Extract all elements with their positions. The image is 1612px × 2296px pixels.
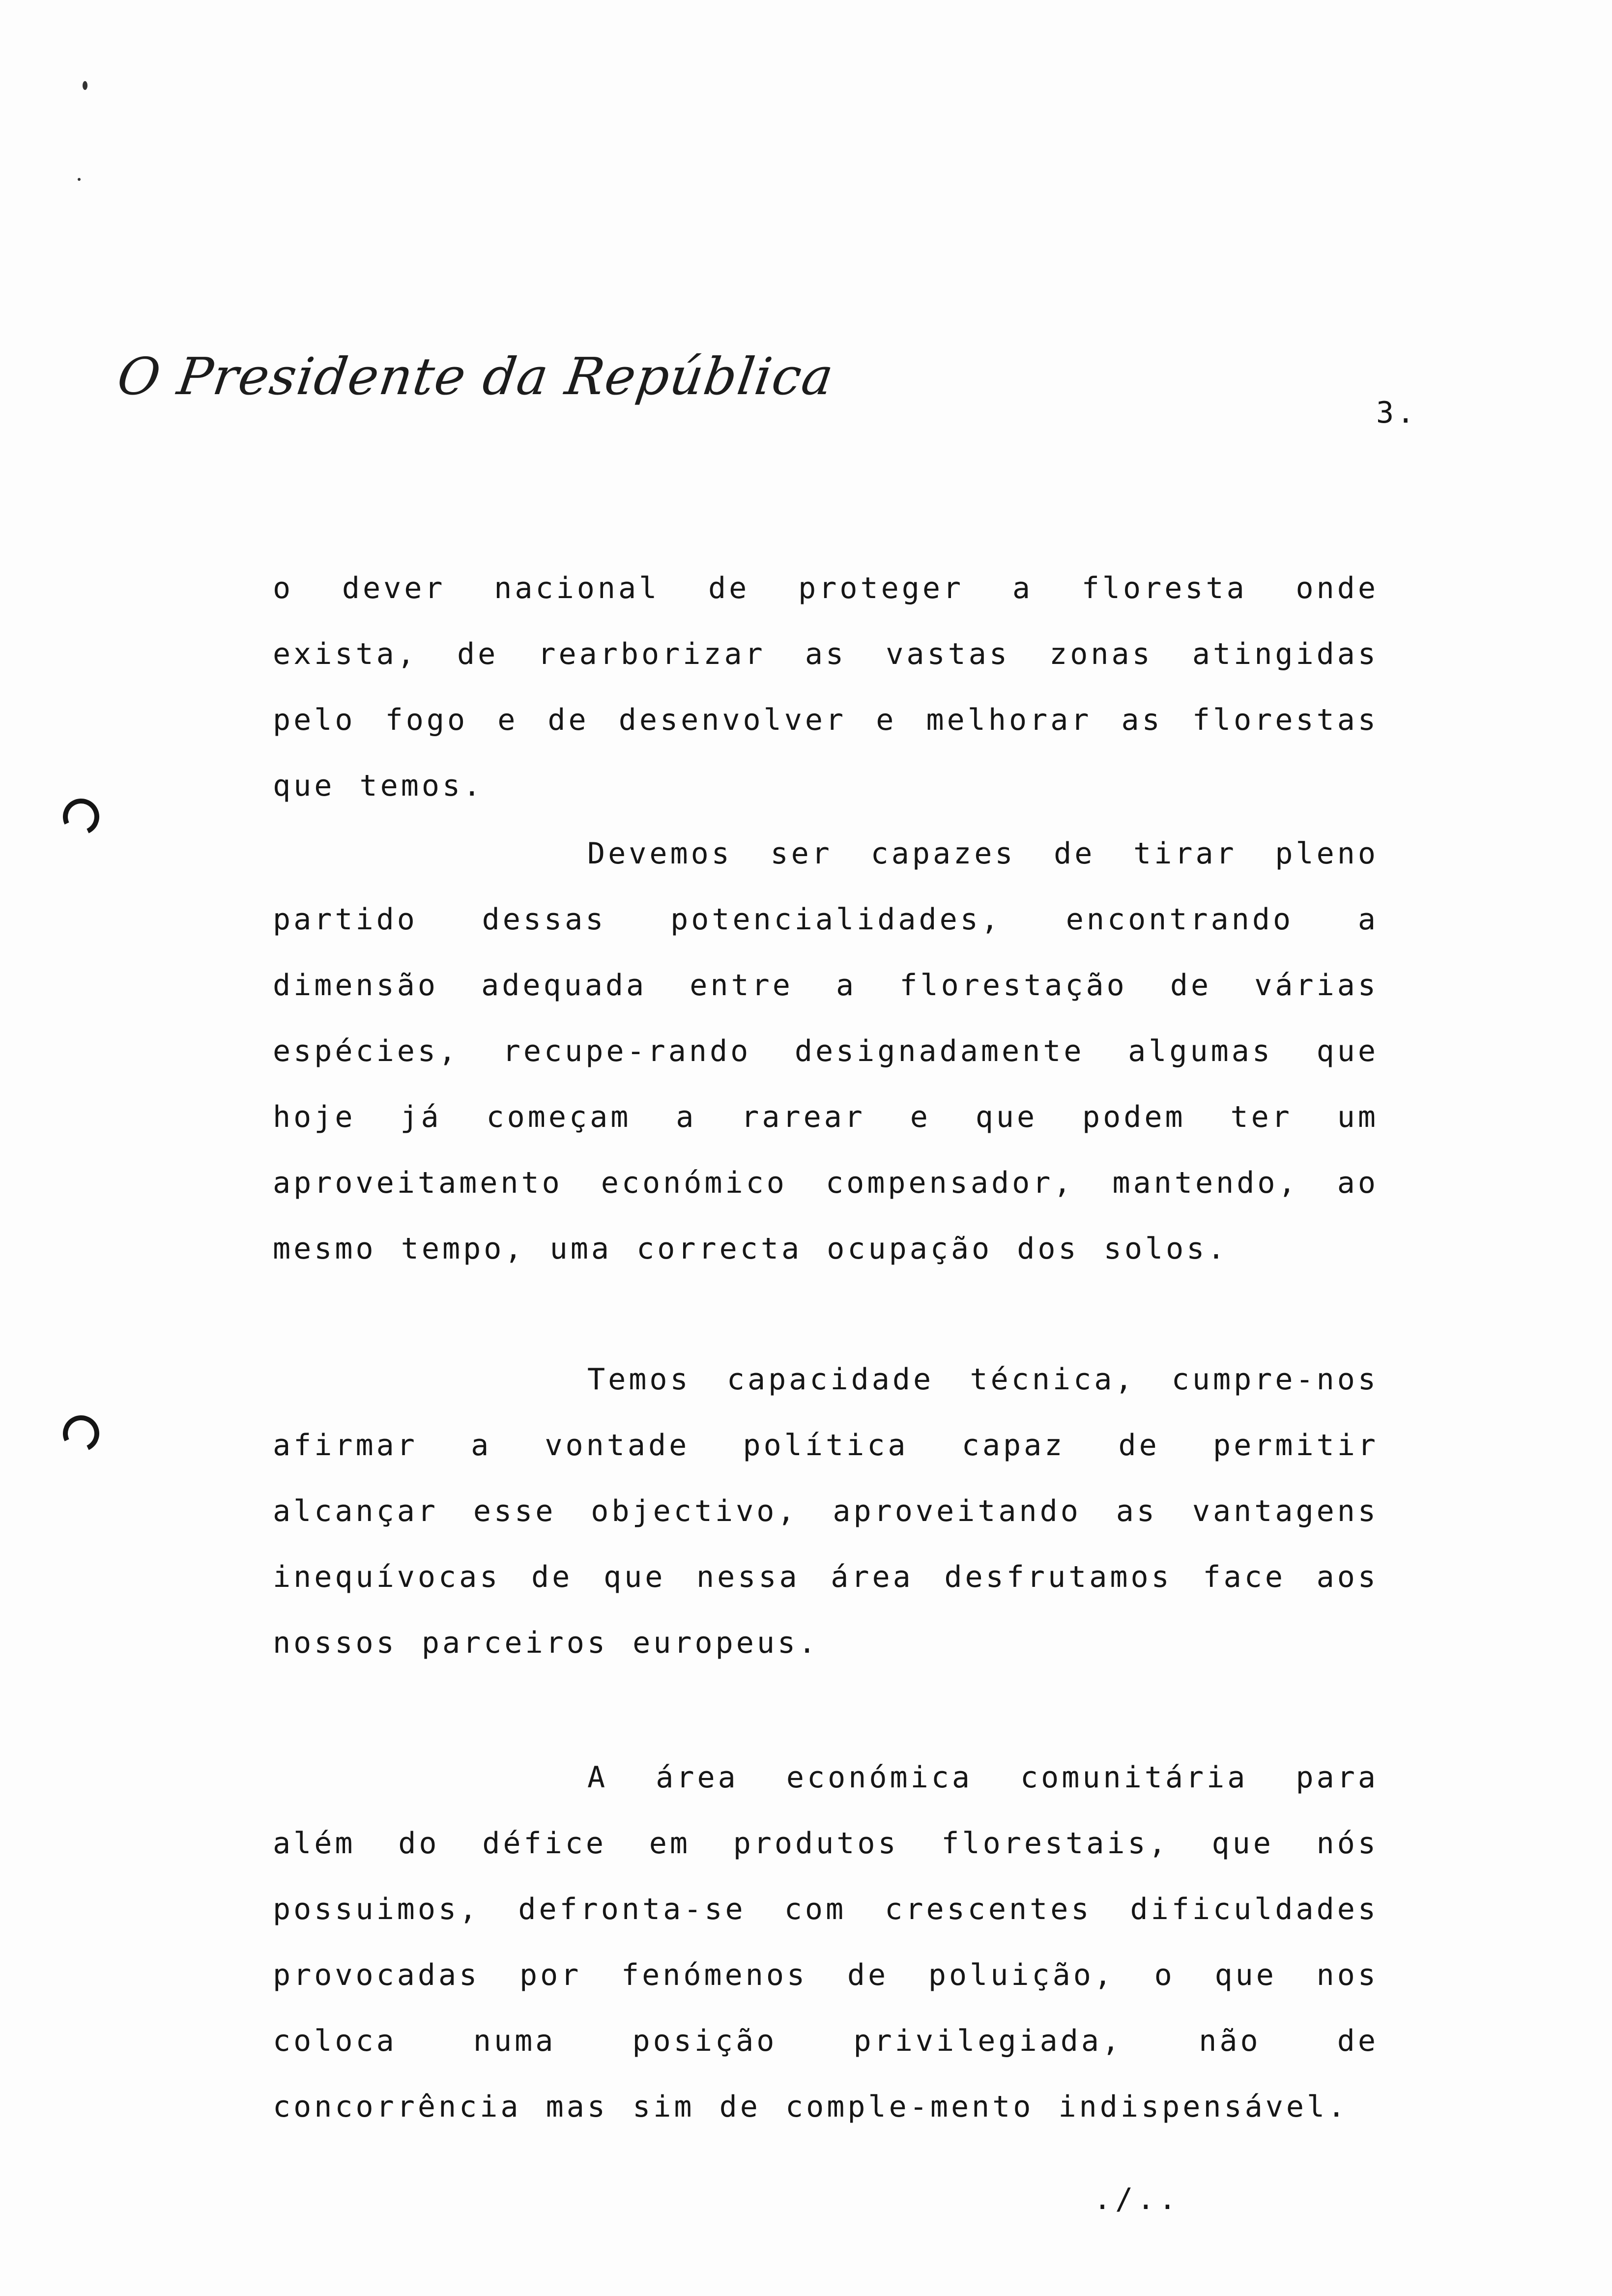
punch-hole-mark [58,794,105,840]
ink-speck [83,81,87,90]
continuation-mark: ./.. [1094,2182,1180,2216]
paragraph-2: Devemos ser capazes de tirar pleno partido dessas potencialidades, encontrando a dimensão adequada entre a florestação de várias espécies, recupe-rando designadamente algumas que hoje já começam a rarear e que podem ter um aproveitamento económico compensador, mantendo, ao mesmo tempo, uma correcta ocupação dos solos. [273,836,1379,1266]
paragraph-4: A área económica comunitária para além do défice em produtos florestais, que nós possuimos, defronta-se com crescentes dificuldades provocadas por fenómenos de poluição, o que nos coloca numa posição privilegiada, não de concorrência mas sim de comple-mento indispensável. [273,1760,1379,2124]
punch-hole-mark [58,1410,105,1457]
ink-speck [78,178,81,181]
letterhead: O Presidente da República [114,346,838,406]
paragraph-1: o dever nacional de proteger a floresta onde exista, de rearborizar as vastas zonas atingidas pelo fogo e de desenvolver e melhorar as florestas que temos. [273,571,1379,803]
paragraph-3: Temos capacidade técnica, cumpre-nos afirmar a vontade política capaz de permitir alcançar esse objectivo, aproveitando as vantagens inequívocas de que nessa área desfrutamos face aos nossos parceiros europeus. [273,1362,1379,1660]
page-number: 3. [1376,396,1418,430]
